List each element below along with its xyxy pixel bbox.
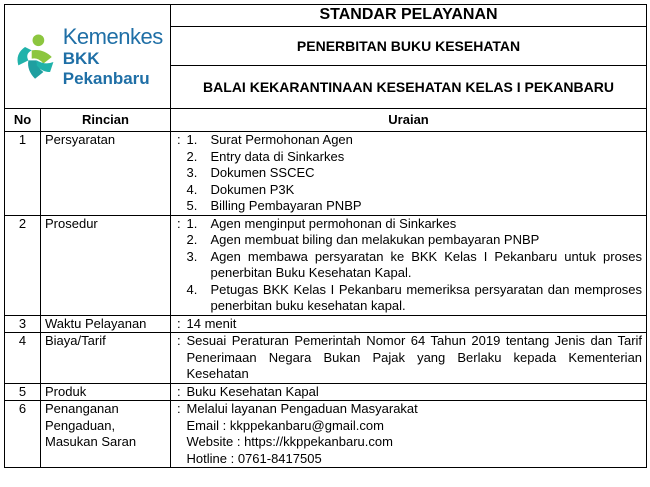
document-title: STANDAR PELAYANAN (171, 5, 647, 27)
row-rincian: Waktu Pelayanan (41, 315, 171, 333)
table-row (5, 333, 647, 384)
complaint-hotline: Hotline : 0761-8417505 (186, 450, 322, 466)
row-colon: : (171, 401, 187, 468)
row-rincian (41, 401, 171, 468)
kemenkes-logo-icon (10, 27, 57, 87)
complaint-email: Email : kkppekanbaru@gmail.com (186, 417, 384, 433)
office-name: BALAI KEKARANTINAAN KESEHATAN KELAS I PEKANBARU (171, 66, 647, 109)
row-uraian: Buku Kesehatan Kapal (187, 383, 647, 401)
list-item: 4. Petugas BKK Kelas I Pekanbaru memeriksa persyaratan dan memproses penerbitan buku kesehatan kapal. (186, 281, 643, 313)
row-rincian: Produk (41, 383, 171, 401)
complaint-channel: Melalui layanan Pengaduan Masyarakat (186, 401, 418, 416)
rincian-line: Masukan Saran (45, 434, 137, 449)
list-item: 4. Dokumen P3K (186, 181, 295, 197)
table-row (5, 132, 647, 216)
row-colon: : (171, 132, 187, 216)
row-number: 4 (5, 333, 41, 384)
column-header-rincian: Rincian (41, 109, 171, 132)
complaint-website: Website : https://kkppekanbaru.com (186, 434, 393, 449)
list-item: 5. Billing Pembayaran PNBP (186, 198, 362, 213)
row-colon: : (171, 333, 187, 384)
table-row (5, 315, 647, 333)
standar-pelayanan-table (4, 4, 647, 468)
logo-unit: BKK Pekanbaru (62, 48, 150, 88)
list-item: 2. Agen membuat biling dan melakukan pembayaran PNBP (186, 232, 540, 247)
list-item: 3. Dokumen SSCEC (186, 165, 315, 180)
row-number: 1 (5, 132, 41, 216)
row-colon: : (171, 383, 187, 401)
row-uraian (187, 215, 647, 315)
row-number: 2 (5, 215, 41, 315)
logo-cell (5, 5, 171, 109)
document-subtitle: PENERBITAN BUKU KESEHATAN (171, 27, 647, 66)
requirements-list (187, 132, 643, 215)
table-row (5, 401, 647, 468)
list-item: 2. Entry data di Sinkarkes (186, 148, 345, 164)
row-colon: : (171, 215, 187, 315)
list-item: 3. Agen membawa persyaratan ke BKK Kelas I Pekanbaru untuk proses penerbitan Buku Kesehatan Kapal. (186, 248, 643, 280)
row-colon: : (171, 315, 187, 333)
row-rincian: Prosedur (41, 215, 171, 315)
row-rincian: Biaya/Tarif (41, 333, 171, 384)
row-number: 3 (5, 315, 41, 333)
table-row (5, 215, 647, 315)
row-uraian: 14 menit (187, 315, 647, 333)
list-item: 1. Agen menginput permohonan di Sinkarkes (186, 215, 457, 231)
column-header-no: No (5, 109, 41, 132)
row-rincian: Persyaratan (41, 132, 171, 216)
procedure-list (187, 216, 643, 315)
rincian-line: Pengaduan, (45, 417, 116, 433)
column-header-uraian: Uraian (171, 109, 647, 132)
row-uraian (187, 132, 647, 216)
row-number: 5 (5, 383, 41, 401)
list-item: 1. Surat Permohonan Agen (186, 132, 353, 147)
row-uraian (187, 401, 647, 468)
logo-brand: Kemenkes (62, 23, 163, 49)
row-number: 6 (5, 401, 41, 468)
rincian-line: Penanganan (45, 401, 119, 416)
table-row (5, 383, 647, 401)
kemenkes-logo (5, 25, 170, 89)
row-uraian: Sesuai Peraturan Pemerintah Nomor 64 Tahun 2019 tentang Jenis dan Tarif Penerimaan Negara Bukan Pajak yang Berlaku kepada Kementerian Kesehatan (187, 333, 647, 384)
